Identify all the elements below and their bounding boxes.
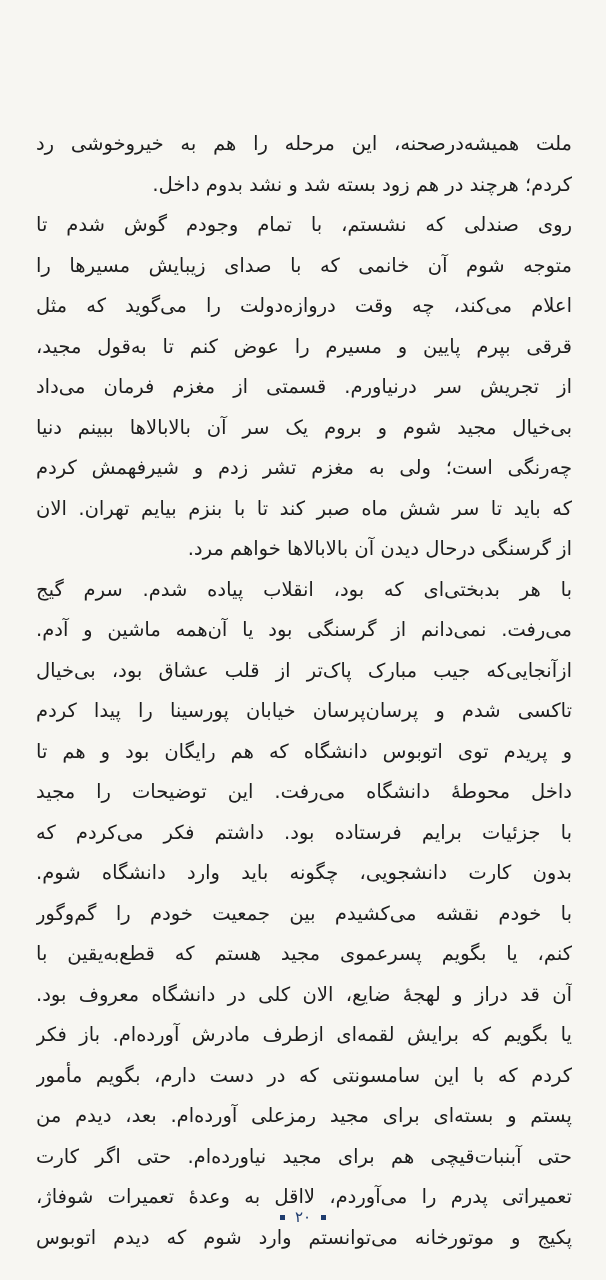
text-line-14: ازآنجایی‌که جیب مبارک پاک‌تر از قلب عشاق بود، بی‌خیال bbox=[36, 658, 572, 682]
text-line-9: چه‌رنگی است؛ ولی به مغزم تشر زدم و شیرفهمش کردم bbox=[36, 456, 572, 479]
text-line-18: با جزئیات برایم فرستاده بود. داشتم فکر می‌کردم که bbox=[36, 820, 572, 844]
text-line-13: می‌رفت. نمی‌دانم از گرسنگی بود یا آن‌همه ماشین و آدم. bbox=[36, 618, 572, 641]
text-line-6: قرقی بپرم پایین و مسیرم را عوض کنم تا به‌قول مجید، bbox=[36, 334, 572, 358]
text-line-12: با هر بدبختی‌ای که بود، انقلاب پیاده شدم. سرم گیج bbox=[36, 577, 572, 601]
page-footer bbox=[0, 1207, 606, 1227]
text-line-19: بدون کارت دانشجویی، چگونه باید وارد دانشگاه شوم. bbox=[36, 861, 572, 884]
text-line-28: پکیج و موتورخانه می‌توانستم وارد شوم که دیدم اتوبوس bbox=[36, 1225, 572, 1249]
text-line-1: ملت همیشه‌درصحنه، این مرحله را هم به خیروخوشی رد bbox=[36, 132, 572, 155]
text-line-24: کردم که با این سامسونتی که در دست دارم، بگویم مأمور bbox=[36, 1063, 572, 1087]
footer-dot-right-icon bbox=[321, 1215, 326, 1220]
text-line-7: از تجریش سر درنیاورم. قسمتی از مغزم فرمان می‌داد bbox=[36, 375, 572, 398]
text-line-10: که باید تا سر شش ماه صبر کند تا با بنزم بیایم تهران. الان bbox=[36, 496, 572, 520]
text-line-4: متوجه شوم آن خانمی که با صدای زیبایش مسیرها را bbox=[36, 253, 572, 277]
text-line-8: بی‌خیال مجید شوم و بروم یک سر آن بالابالاها ببینم دنیا bbox=[36, 415, 572, 439]
text-line-26: حتی آبنبات‌قیچی هم برای مجید نیاورده‌ام. حتی اگر کارت bbox=[36, 1144, 572, 1168]
text-line-3: روی صندلی که نشستم، با تمام وجودم گوش شدم تا bbox=[36, 213, 572, 236]
text-line-21: کنم، یا بگویم پسرعموی مجید هستم که قطع‌به‌یقین با bbox=[36, 942, 572, 965]
footer-dot-left-icon bbox=[280, 1215, 285, 1220]
text-line-17: داخل محوطهٔ دانشگاه می‌رفت. این توضیحات را مجید bbox=[36, 780, 572, 803]
text-line-16: و پریدم توی اتوبوس دانشگاه که هم رایگان بود و هم تا bbox=[36, 739, 572, 763]
text-line-23: یا بگویم که برایش لقمه‌ای ازطرف مادرش آورده‌ام. باز فکر bbox=[36, 1023, 572, 1046]
page-number: ۲۰ bbox=[294, 1208, 312, 1226]
text-line-25: پستم و بسته‌ای برای مجید رمزعلی آورده‌ام. بعد، دیدم من bbox=[36, 1104, 572, 1127]
text-line-11: از گرسنگی درحال دیدن آن بالابالاها خواهم مرد. bbox=[187, 537, 572, 560]
text-line-5: اعلام می‌کند، چه وقت دروازه‌دولت را می‌گوید که مثل bbox=[36, 294, 572, 317]
text-line-20: با خودم نقشه می‌کشیدم بین جمعیت خودم را گم‌وگور bbox=[36, 901, 572, 925]
text-line-22: آن قد دراز و لهجهٔ ضایع، الان کلی در دانشگاه معروف بود. bbox=[36, 982, 572, 1006]
text-line-2: کردم؛ هرچند در هم زود بسته شد و نشد بدوم داخل. bbox=[152, 172, 572, 196]
text-line-27: تعمیراتی پدرم را می‌آوردم، لااقل به وعدهٔ تعمیرات شوفاژ، bbox=[36, 1185, 572, 1208]
body-text bbox=[36, 124, 572, 1258]
text-line-15: تاکسی شدم و پرسان‌پرسان خیابان پورسینا را پیدا کردم bbox=[36, 699, 572, 722]
